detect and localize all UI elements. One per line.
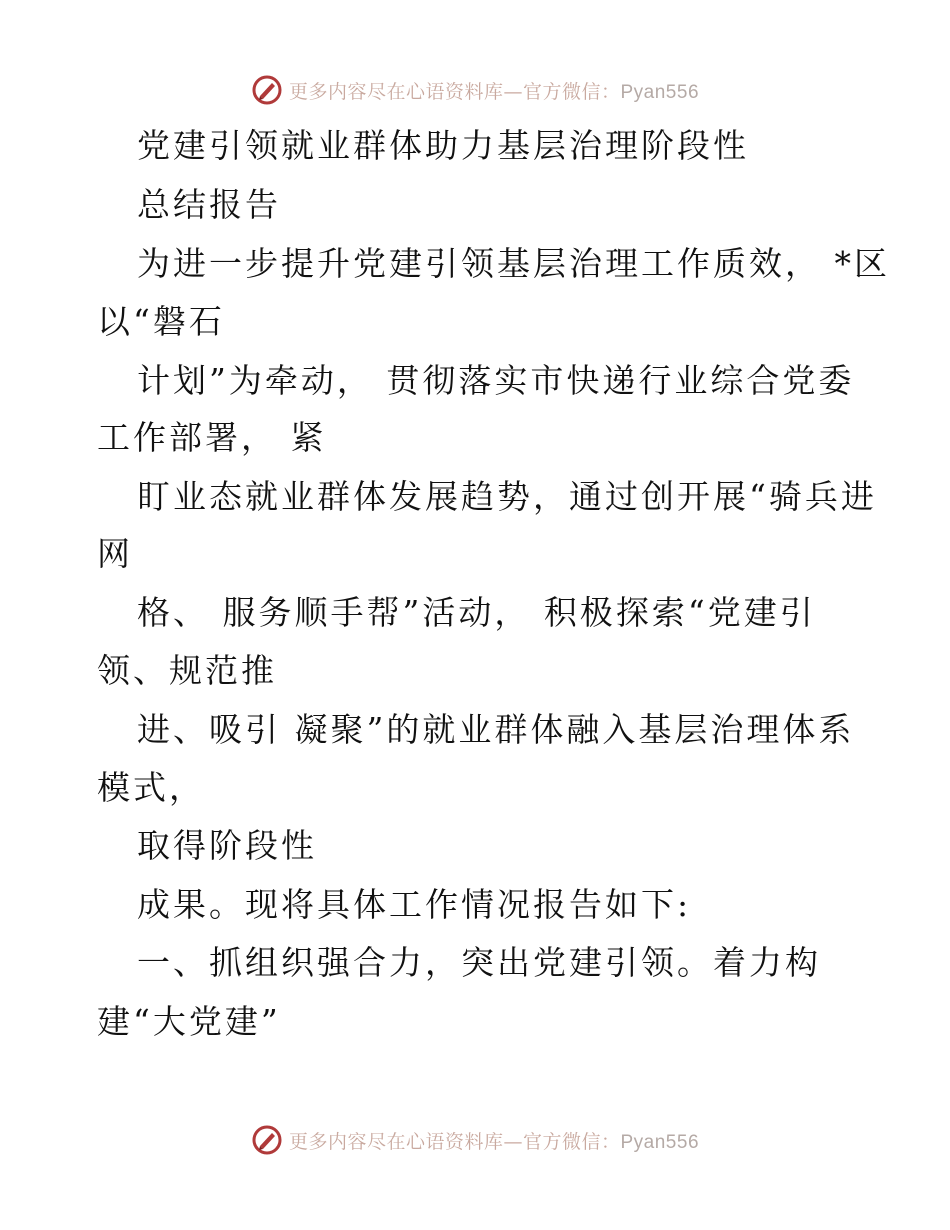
doc-title-line-1: 党建引领就业群体助力基层治理阶段性	[137, 126, 749, 165]
wechat-id: Pyan556	[620, 81, 700, 103]
paragraph-line: 网	[97, 534, 133, 573]
paragraph-line: 领、规范推	[97, 651, 277, 690]
section-heading-line: 一、抓组织强合力，突出党建引领。着力构	[137, 943, 821, 982]
banner-text: 更多内容尽在心语资料库—官方微信：Pyan556	[288, 1130, 700, 1153]
paragraph-line: 盯业态就业群体发展趋势，通过创开展“骑兵进	[137, 477, 877, 516]
wechat-id: Pyan556	[620, 1131, 700, 1153]
paragraph-line: 格、 服务顺手帮”活动， 积极探索“党建引	[137, 593, 816, 632]
footer-banner	[0, 1118, 950, 1162]
paragraph-line: 计划”为牵动， 贯彻落实市快递行业综合党委	[137, 361, 855, 400]
paragraph-line: 以“磐石	[97, 302, 225, 341]
banner-text: 更多内容尽在心语资料库—官方微信：Pyan556	[288, 80, 700, 103]
paragraph-line: 建“大党建”	[97, 1002, 281, 1041]
paragraph-line: 工作部署， 紧	[97, 418, 327, 457]
pen-logo-icon	[251, 1124, 283, 1156]
paragraph-line: 模式，	[97, 768, 205, 807]
paragraph-line: 进、吸引 凝聚”的就业群体融入基层治理体系	[137, 710, 855, 749]
paragraph-line: 取得阶段性	[137, 826, 317, 865]
paragraph-line: 为进一步提升党建引领基层治理工作质效， *区	[137, 244, 890, 283]
paragraph-line: 成果。现将具体工作情况报告如下:	[137, 885, 692, 924]
doc-title-line-2: 总结报告	[137, 185, 281, 224]
